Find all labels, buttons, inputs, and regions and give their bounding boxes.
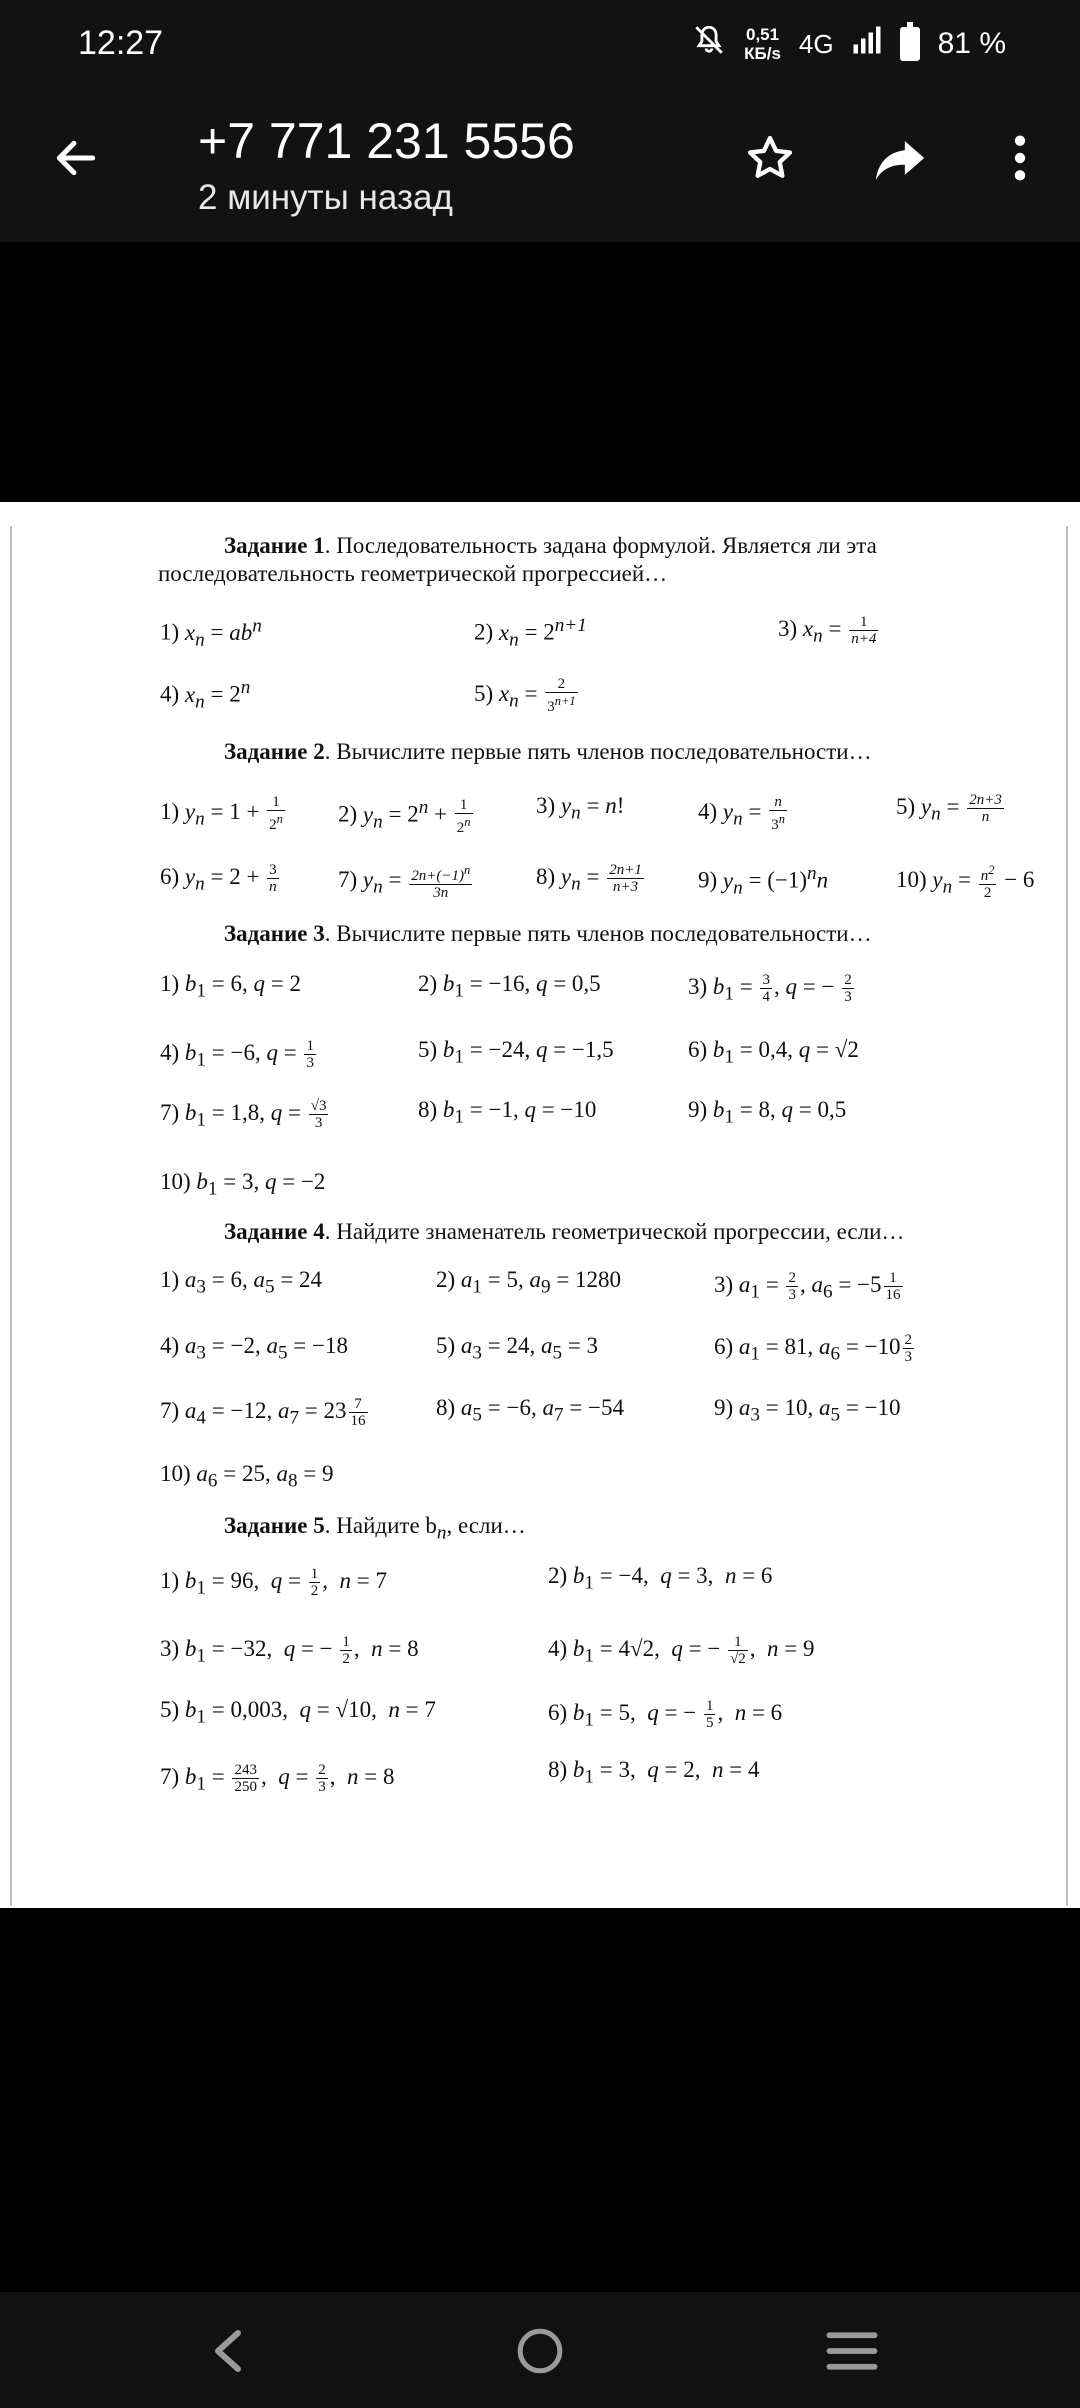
task4-item-10: 10) $a_6 = 25$, $a_8 = 9$ bbox=[160, 1461, 334, 1492]
share-icon bbox=[871, 129, 929, 187]
task2-item-8: 8) $y_n$ = $\frac{2n+1}{n+3}$ bbox=[536, 862, 642, 895]
task5-item-8: 8) $b_1 = 3$, q = 2, n = 4 bbox=[548, 1757, 760, 1788]
message-time: 2 минуты назад bbox=[198, 178, 453, 217]
task3-item-9: 9) $b_1 = 8$, q = 0,5 bbox=[688, 1097, 847, 1128]
task4-text: . Найдите знаменатель геометрической прогрессии, если… bbox=[324, 1219, 905, 1244]
task2-item-6: 6) $y_n = 2$ + $\frac{3}{n}$ bbox=[160, 862, 277, 895]
task2-item-4: 4) $y_n$ = $\frac{n}{3^n}$ bbox=[698, 794, 785, 833]
task5-item-3: 3) $b_1 = -32$, q = − $\frac{1}{2}$ , n = 8 bbox=[160, 1634, 419, 1667]
back-arrow-icon bbox=[51, 133, 101, 183]
task2-item-5: 5) $y_n$ = $\frac{2n+3}{n}$ bbox=[896, 792, 1002, 825]
task2-text: . Вычислите первые пять членов последовательности… bbox=[324, 739, 872, 764]
more-button[interactable] bbox=[988, 126, 1052, 190]
nav-recents-button[interactable] bbox=[812, 2316, 892, 2386]
task3-item-10: 10) $b_1 = 3$, q = −2 bbox=[160, 1169, 326, 1200]
task5-item-2: 2) $b_1 = -4$, q = 3, n = 6 bbox=[548, 1563, 773, 1594]
task2-item-10: 10) $y_n$ = $\frac{n^2}{2}$ − 6 bbox=[896, 863, 1035, 901]
task3-item-8: 8) $b_1 = -1$, q = −10 bbox=[418, 1097, 597, 1128]
task2-item-2: 2) $y_n = 2^n$ + $\frac{1}{2^n}$ bbox=[338, 796, 471, 836]
document-page bbox=[10, 526, 1068, 1906]
task2-item-3: 3) $y_n = n$! bbox=[536, 793, 625, 824]
nav-home-icon bbox=[515, 2326, 565, 2376]
task2-title: Задание 2 bbox=[224, 739, 325, 764]
nav-back-button[interactable] bbox=[188, 2316, 268, 2386]
task5-title: Задание 5 bbox=[224, 1513, 325, 1538]
star-icon bbox=[744, 132, 796, 184]
task4-title: Задание 4 bbox=[224, 1219, 325, 1244]
battery-icon bbox=[900, 27, 920, 61]
task1-item-4: 4) $x_n = 2^n$ bbox=[160, 677, 251, 713]
task5-heading bbox=[224, 1512, 526, 1548]
task1-item-5: 5) $x_n$ = $\frac{2}{3^{n+1}}$ bbox=[474, 676, 576, 715]
task4-item-2: 2) $a_1 = 5$, $a_9 = 1280$ bbox=[436, 1267, 622, 1298]
share-button[interactable] bbox=[868, 126, 932, 190]
task3-title: Задание 3 bbox=[224, 921, 325, 946]
star-button[interactable] bbox=[738, 126, 802, 190]
task1-item-3: 3) $x_n$ = $\frac{1}{n+4}$ bbox=[778, 614, 877, 647]
task2-item-9: 9) $y_n = (-1)^nn$ bbox=[698, 863, 829, 899]
task1-item-1: 1) $x_n = ab^n$ bbox=[160, 615, 262, 651]
task4-item-7: 7) $a_4 = -12$, $a_7 = 23$ $\frac{7}{16}$ bbox=[160, 1396, 366, 1429]
task5-item-5: 5) $b_1 = 0,003$, q = √10, n = 7 bbox=[160, 1697, 436, 1728]
nav-back-icon bbox=[208, 2326, 248, 2376]
status-icons bbox=[692, 22, 1006, 66]
task3-text: . Вычислите первые пять членов последовательности… bbox=[324, 921, 872, 946]
task3-item-2: 2) $b_1 = -16$, q = 0,5 bbox=[418, 971, 601, 1002]
battery-level: 81 % bbox=[937, 27, 1006, 60]
task1-heading bbox=[224, 532, 877, 560]
task5-item-6: 6) $b_1 = 5$, q = − $\frac{1}{5}$ , n = 6 bbox=[548, 1698, 783, 1731]
task2-item-7: 7) $y_n$ = $\frac{2n+(-1)^n}{3n}$ bbox=[338, 863, 471, 901]
network-type: 4G bbox=[798, 28, 834, 59]
status-time: 12:27 bbox=[78, 24, 164, 62]
task3-item-4: 4) $b_1 = -6$, q = $\frac{1}{3}$ bbox=[160, 1038, 314, 1071]
status-bar bbox=[0, 0, 1080, 90]
back-button[interactable] bbox=[44, 126, 108, 190]
task4-item-5: 5) $a_3 = 24$, $a_5 = 3$ bbox=[436, 1333, 599, 1364]
task3-item-1: 1) $b_1 = 6$, q = 2 bbox=[160, 971, 301, 1002]
network-speed bbox=[744, 25, 781, 63]
task5-item-4: 4) $b_1 = 4√2$, q = − $\frac{1}{√2}$ , n = 9 bbox=[548, 1634, 815, 1667]
task5-text-end: , если… bbox=[446, 1513, 526, 1538]
task4-item-8: 8) $a_5 = -6$, $a_7 = -54$ bbox=[436, 1395, 624, 1426]
app-bar bbox=[0, 90, 1080, 242]
task1-title: Задание 1 bbox=[224, 533, 325, 558]
task4-item-3: 3) $a_1$ = $\frac{2}{3}$ , $a_6 = -5$ $\frac{1}{16}$ bbox=[714, 1270, 901, 1303]
task1-text: . Последовательность задана формулой. Является ли эта bbox=[324, 533, 877, 558]
task4-heading bbox=[224, 1218, 904, 1246]
task1-item-2: 2) $x_n = 2^{n+1}$ bbox=[474, 615, 587, 651]
task5-item-1: 1) $b_1 = 96$, q = $\frac{1}{2}$ , n = 7 bbox=[160, 1566, 387, 1599]
speed-unit: КБ/s bbox=[744, 44, 781, 63]
nav-recents-icon bbox=[825, 2328, 879, 2374]
task2-heading bbox=[224, 738, 872, 766]
task3-item-7: 7) $b_1 = 1,8$, q = $\frac{√3}{3}$ bbox=[160, 1098, 327, 1131]
task5-item-7: 7) $b_1$ = $\frac{243}{250}$ , q = $\frac{2}{3}$ , n = 8 bbox=[160, 1762, 395, 1795]
more-vert-icon bbox=[1000, 132, 1040, 184]
nav-home-button[interactable] bbox=[500, 2316, 580, 2386]
task4-item-9: 9) $a_3 = 10$, $a_5 = -10$ bbox=[714, 1395, 901, 1426]
mute-icon bbox=[692, 23, 726, 65]
task4-item-6: 6) $a_1 = 81$, $a_6 = -10$ $\frac{2}{3}$ bbox=[714, 1332, 913, 1365]
task3-item-5: 5) $b_1 = -24$, q = −1,5 bbox=[418, 1037, 614, 1068]
task4-item-1: 1) $a_3 = 6$, $a_5 = 24$ bbox=[160, 1267, 323, 1298]
task5-text-sub: n bbox=[436, 1522, 447, 1544]
speed-value: 0,51 bbox=[745, 25, 780, 44]
task3-item-6: 6) $b_1 = 0,4$, q = √2 bbox=[688, 1037, 859, 1068]
navigation-bar bbox=[0, 2292, 1080, 2408]
task5-text: . Найдите b bbox=[324, 1513, 437, 1538]
photo-image[interactable] bbox=[0, 502, 1080, 1908]
task2-item-1: 1) $y_n = 1$ + $\frac{1}{2^n}$ bbox=[160, 794, 283, 833]
task3-heading bbox=[224, 920, 872, 948]
signal-icon bbox=[852, 25, 882, 63]
task1-text2: последовательность геометрической прогрессией… bbox=[158, 561, 668, 586]
task4-item-4: 4) $a_3 = -2$, $a_5 = -18$ bbox=[160, 1333, 348, 1364]
contact-title: +7 771 231 5556 bbox=[198, 113, 575, 169]
task3-item-3: 3) $b_1$ = $\frac{3}{4}$ , q = − $\frac{2}{3}$ bbox=[688, 972, 852, 1005]
